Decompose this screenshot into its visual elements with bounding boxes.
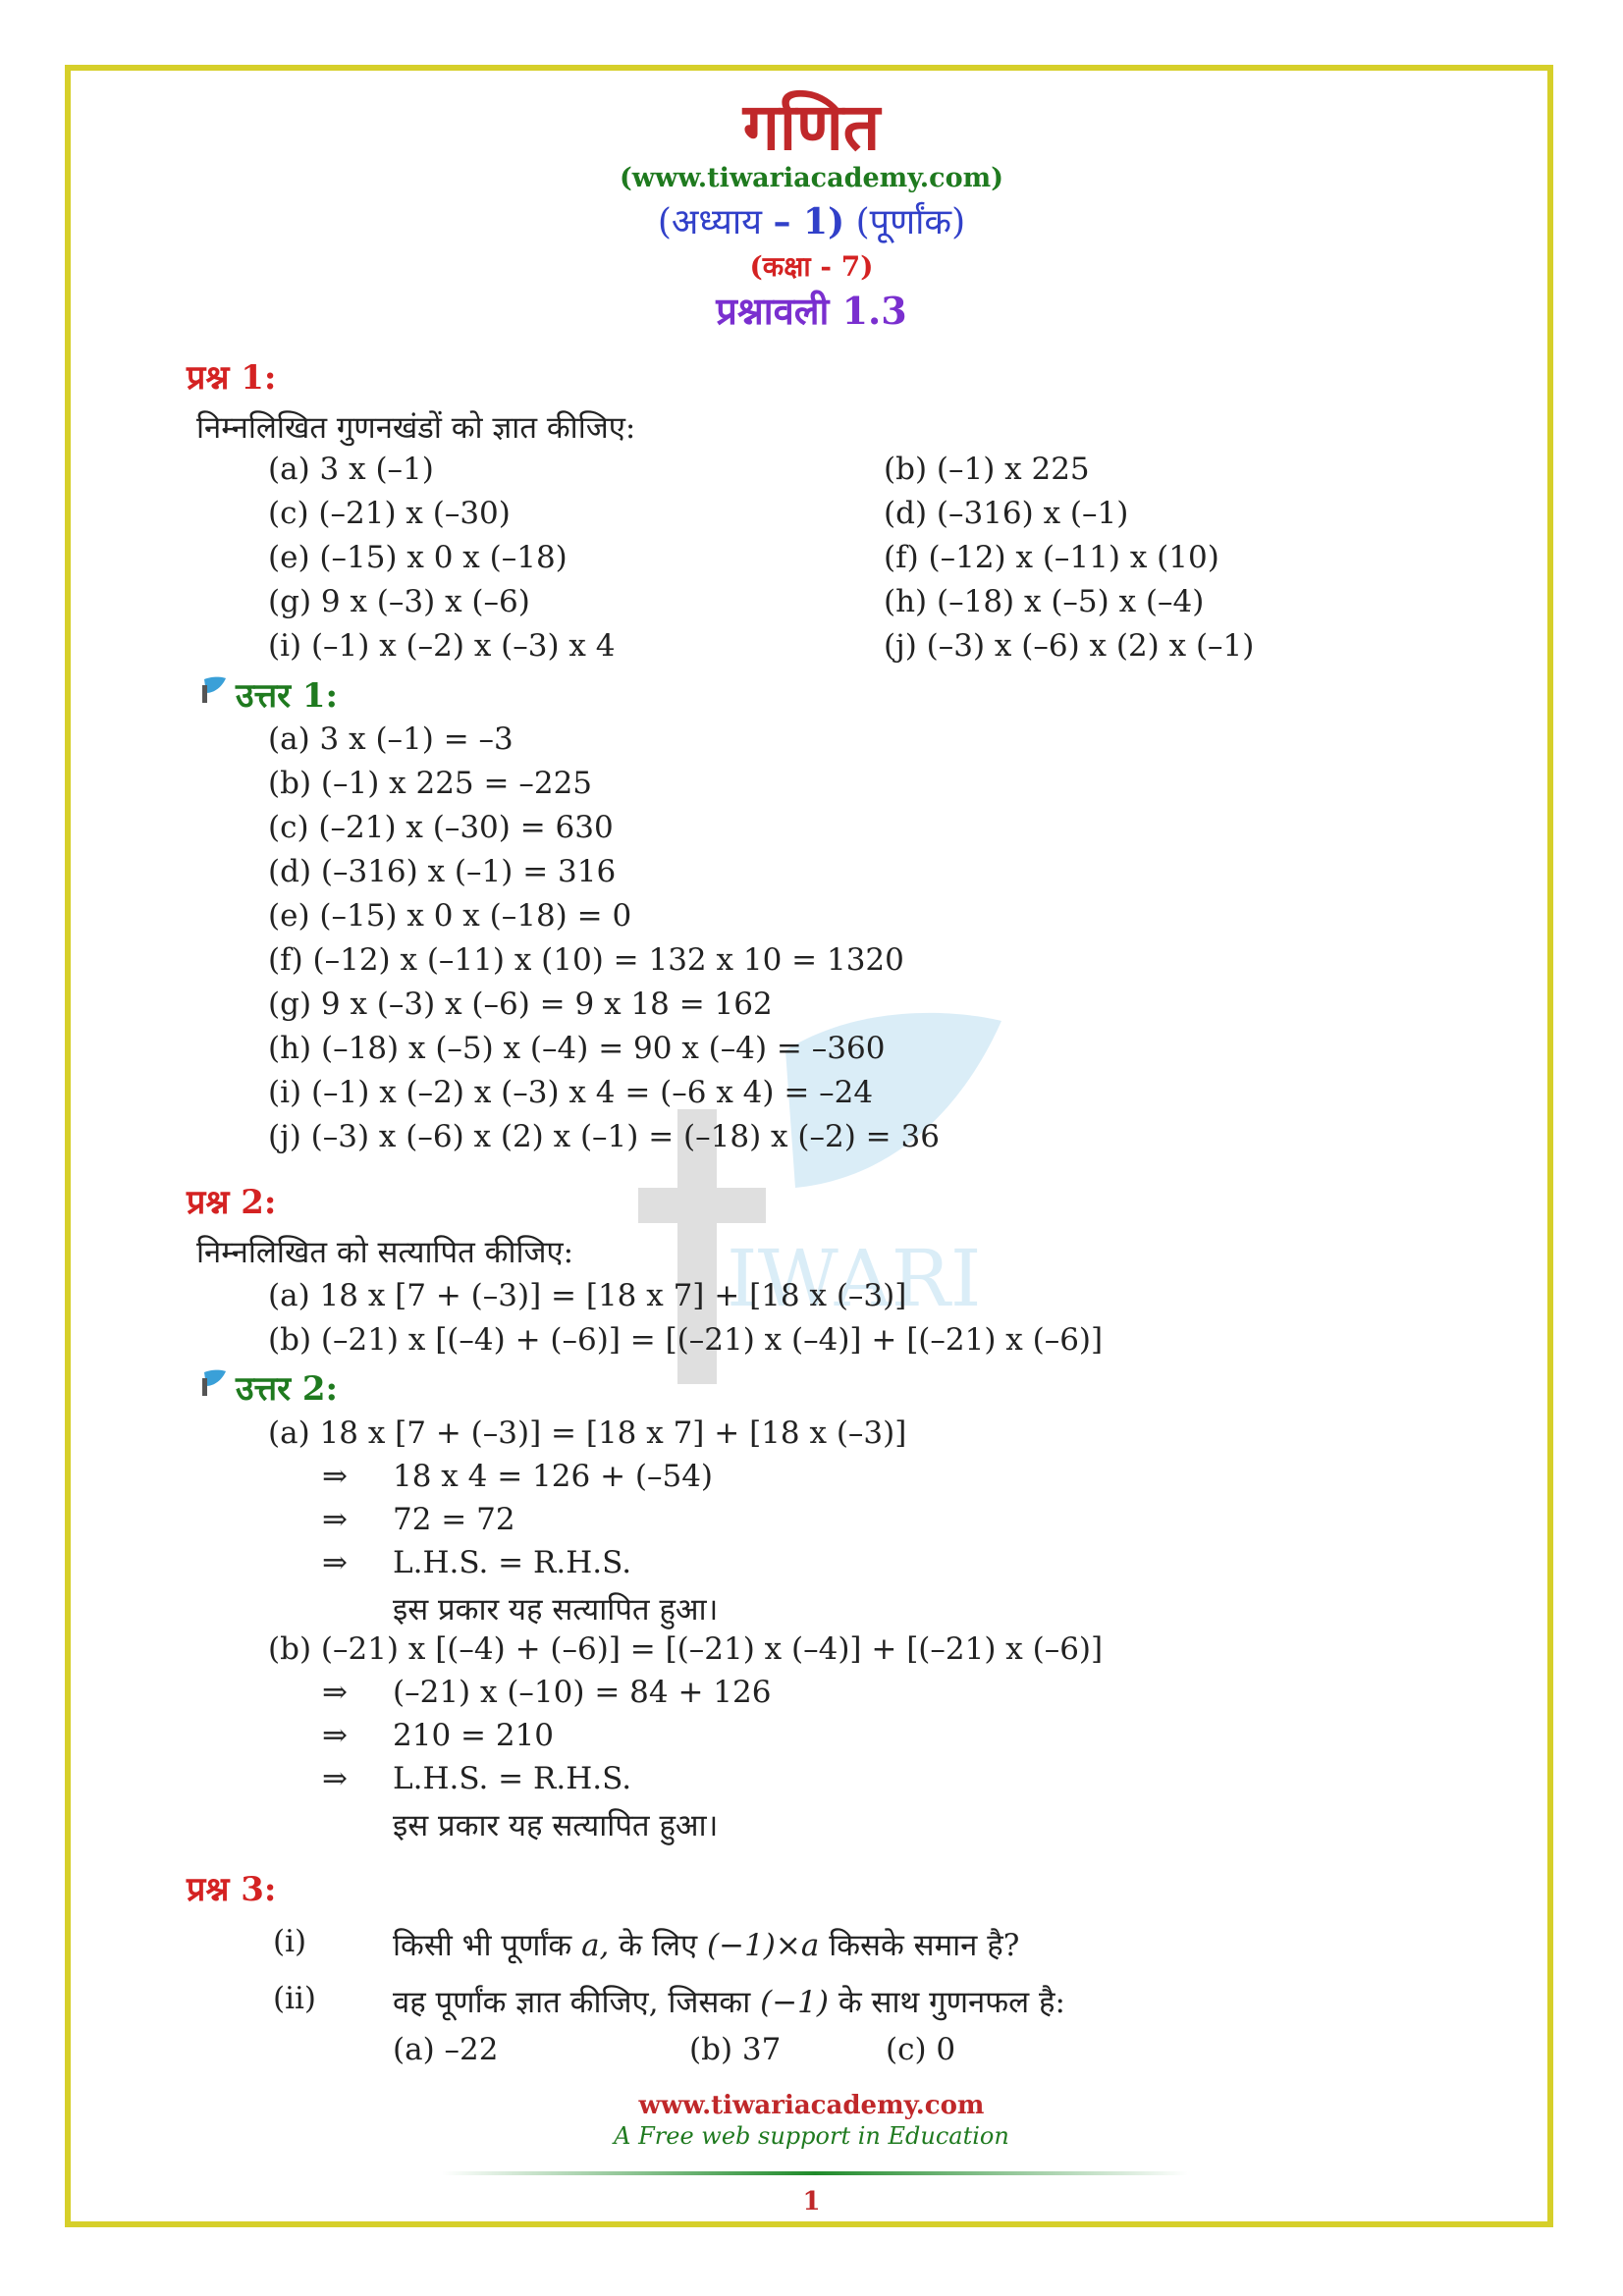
implies-arrow: ⇒	[322, 1502, 348, 1537]
q3-option: (c) 0	[886, 2032, 956, 2067]
q3-ii-text-1: वह पूर्णांक ज्ञात कीजिए, जिसका	[393, 1985, 751, 2020]
a1-item: (d) (–316) x (–1) = 316	[268, 854, 617, 889]
q3-part-i-text	[393, 1924, 1019, 1965]
a2-part-a-step: 18 x 4 = 126 + (–54)	[393, 1459, 714, 1494]
chapter-name: (पूर्णांक)	[855, 202, 966, 242]
a1-item: (h) (–18) x (–5) x (–4) = 90 x (–4) = –360	[268, 1031, 886, 1066]
a2-part-b-step: (–21) x (–10) = 84 + 126	[393, 1675, 772, 1710]
q3-option: (b) 37	[689, 2032, 782, 2067]
a2-part-b-step: L.H.S. = R.H.S.	[393, 1761, 632, 1796]
header-website: (www.tiwariacademy.com)	[620, 163, 1003, 193]
a1-item: (g) 9 x (–3) x (–6) = 9 x 18 = 162	[268, 987, 773, 1022]
footer-website-link[interactable]: www.tiwariacademy.com	[638, 2091, 985, 2120]
exercise-title: प्रश्नावली 1.3	[716, 289, 907, 333]
q2-item: (b) (–21) x [(–4) + (–6)] = [(–21) x (–4)] + [(–21) x (–6)]	[268, 1322, 1104, 1358]
implies-arrow: ⇒	[322, 1545, 348, 1580]
a1-item: (b) (–1) x 225 = –225	[268, 766, 593, 801]
svg-text:IWARI: IWARI	[727, 1233, 982, 1324]
q1-right-item: (j) (–3) x (–6) x (2) x (–1)	[884, 628, 1255, 664]
answer-2-heading: उत्तर 2:	[236, 1369, 339, 1409]
question-2-heading: प्रश्न 2:	[187, 1183, 277, 1222]
q2-item: (a) 18 x [7 + (–3)] = [18 x 7] + [18 x (–3)]	[268, 1278, 907, 1313]
a1-item: (j) (–3) x (–6) x (2) x (–1) = (–18) x (–2) = 36	[268, 1119, 940, 1154]
implies-arrow: ⇒	[322, 1718, 348, 1753]
a1-item: (i) (–1) x (–2) x (–3) x 4 = (–6 x 4) = –24	[268, 1075, 874, 1110]
q1-left-item: (c) (–21) x (–30)	[268, 496, 511, 531]
a1-item: (a) 3 x (–1) = –3	[268, 721, 514, 757]
q3-ii-text-2: के साथ गुणनफल है:	[838, 1985, 1065, 2020]
a1-item: (c) (–21) x (–30) = 630	[268, 810, 614, 845]
q1-right-item: (h) (–18) x (–5) x (–4)	[884, 584, 1205, 619]
q3-i-text-3: किसके समान है?	[829, 1928, 1020, 1963]
q3-part-ii-text	[393, 1981, 1065, 2022]
question-3-heading: प्रश्न 3:	[187, 1870, 277, 1909]
q3-i-text-1: किसी भी पूर्णांक	[393, 1928, 572, 1963]
class-label: (कक्षा - 7)	[749, 250, 874, 283]
a2-part-b-statement: (b) (–21) x [(–4) + (–6)] = [(–21) x (–4)] + [(–21) x (–6)]	[268, 1631, 1104, 1667]
a2-part-a-conclusion: इस प्रकार यह सत्यापित हुआ।	[393, 1592, 719, 1628]
a1-item: (f) (–12) x (–11) x (10) = 132 x 10 = 1320	[268, 942, 904, 978]
q1-left-item: (i) (–1) x (–2) x (–3) x 4	[268, 628, 616, 664]
q1-left-item: (e) (–15) x 0 x (–18)	[268, 540, 568, 575]
footer-divider	[442, 2171, 1188, 2175]
q3-option: (a) –22	[393, 2032, 499, 2067]
a1-item: (e) (–15) x 0 x (–18) = 0	[268, 898, 632, 934]
page-title: गणित	[742, 88, 881, 165]
q3-part-ii-label: (ii)	[273, 1981, 317, 2016]
tiwari-leaf-icon	[198, 1368, 226, 1398]
a2-part-b-conclusion: इस प्रकार यह सत्यापित हुआ।	[393, 1808, 719, 1843]
question-2-instruction: निम्नलिखित को सत्यापित कीजिए:	[196, 1235, 574, 1270]
chapter-number: – 1)	[773, 201, 845, 242]
page-number: 1	[802, 2187, 821, 2216]
implies-arrow: ⇒	[322, 1761, 348, 1796]
q1-right-item: (d) (–316) x (–1)	[884, 496, 1129, 531]
q3-part-i-label: (i)	[273, 1924, 307, 1959]
footer-tagline: A Free web support in Education	[614, 2122, 1009, 2150]
chapter-heading	[0, 196, 1623, 244]
question-1-instruction: निम्नलिखित गुणनखंडों को ज्ञात कीजिए:	[196, 410, 636, 446]
q1-right-item: (f) (–12) x (–11) x (10)	[884, 540, 1219, 575]
q1-left-item: (a) 3 x (–1)	[268, 452, 434, 487]
q3-i-variable: a,	[581, 1928, 610, 1963]
question-1-heading: प्रश्न 1:	[187, 358, 277, 398]
a2-part-a-step: 72 = 72	[393, 1502, 515, 1537]
q1-left-item: (g) 9 x (–3) x (–6)	[268, 584, 530, 619]
a2-part-b-step: 210 = 210	[393, 1718, 555, 1753]
chapter-prefix: (अध्याय	[657, 202, 763, 242]
q3-i-text-2: के लिए	[619, 1928, 698, 1963]
a2-part-a-statement: (a) 18 x [7 + (–3)] = [18 x 7] + [18 x (–3)]	[268, 1415, 907, 1451]
a2-part-a-step: L.H.S. = R.H.S.	[393, 1545, 632, 1580]
q3-i-expression: (−1)×a	[707, 1928, 820, 1963]
tiwari-leaf-icon	[198, 675, 226, 705]
q1-right-item: (b) (–1) x 225	[884, 452, 1090, 487]
implies-arrow: ⇒	[322, 1459, 348, 1494]
implies-arrow: ⇒	[322, 1675, 348, 1710]
q3-ii-expression: (−1)	[760, 1985, 829, 2020]
answer-1-heading: उत्तर 1:	[236, 676, 339, 716]
